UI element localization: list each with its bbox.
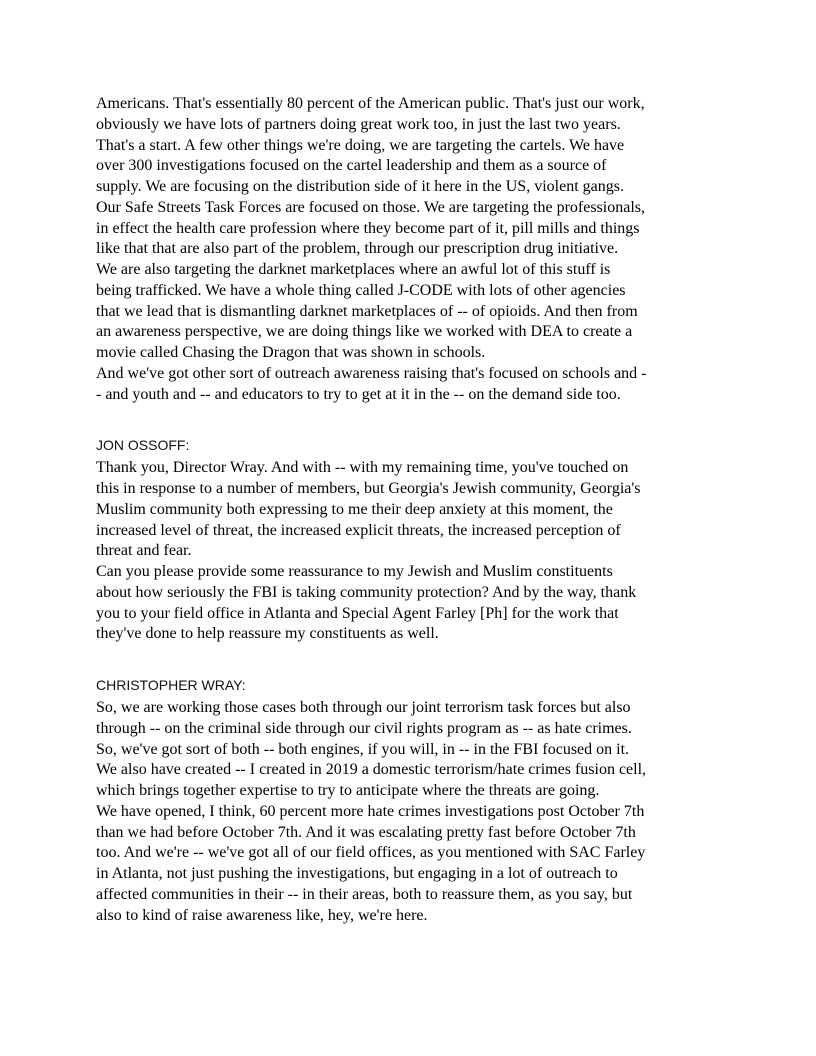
transcript-paragraph: Can you please provide some reassurance to my Jewish and Muslim constituents about how seriously the FBI is taking community protection? And by the way, thank you to your field office in Atlanta and Special Agent Farley [Ph] for the work that they've done to help reassure my constituents as well. [96, 563, 637, 643]
transcript-block-wray [96, 676, 726, 926]
speaker-label: CHRISTOPHER WRAY: [96, 677, 246, 693]
transcript-paragraph: And we've got other sort of outreach awareness raising that's focused on schools and - - and youth and -- and educators to try to get at it in the -- on the demand side too. [96, 364, 647, 403]
transcript-paragraph: So, we are working those cases both through our joint terrorism task forces but also through -- on the criminal side through our civil rights program as -- as hate crimes. So, we've got sort of both -- both engines, if you will, in -- in the FBI focused on it. We also have created -- I created in 2019 a domestic terrorism/hate crimes fusion cell, which brings together expertise to try to anticipate where the threats are going. [96, 699, 647, 799]
transcript-block-ossoff [96, 436, 726, 645]
speaker-label: JON OSSOFF: [96, 437, 190, 454]
transcript-page [96, 94, 726, 926]
transcript-paragraph: Thank you, Director Wray. And with -- with my remaining time, you've touched on this in response to a number of members, but Georgia's Jewish community, Georgia's Muslim community both expressing to me their deep anxiety at this moment, the increased level of threat, the increased explicit threats, the increased perception of threat and fear. [96, 459, 641, 560]
transcript-paragraph: We have opened, I think, 60 percent more hate crimes investigations post October 7th than we had before October 7th. And it was escalating pretty fast before October 7th too. And we're -- we've got all of our field offices, as you mentioned with SAC Farley in Atlanta, not just pushing the investigations, but engaging in a lot of outreach to affected communities in their -- in their areas, both to reassure them, as you say, but also to kind of raise awareness like, hey, we're here. [96, 802, 646, 924]
transcript-block-continuation [96, 94, 726, 405]
transcript-paragraph: Americans. That's essentially 80 percent of the American public. That's just our work, obviously we have lots of partners doing great work too, in just the last two years. That's a start. A few other things we're doing, we are targeting the cartels. We have over 300 investigations focused on the cartel leadership and them as a source of supply. We are focusing on the distribution side of it here in the US, violent gangs. Our Safe Streets Task Forces are focused on those. We are targeting the professionals, in effect the health care profession where they become part of it, pill mills and things like that that are also part of the problem, through our prescription drug initiative. We are also targeting the darknet marketplaces where an awful lot of this stuff is being trafficked. We have a whole thing called J-CODE with lots of other agencies that we lead that is dismantling darknet marketplaces of -- of opioids. And then from an awareness perspective, we are doing things like we worked with DEA to create a movie called Chasing the Dragon that was shown in schools. [96, 95, 645, 361]
